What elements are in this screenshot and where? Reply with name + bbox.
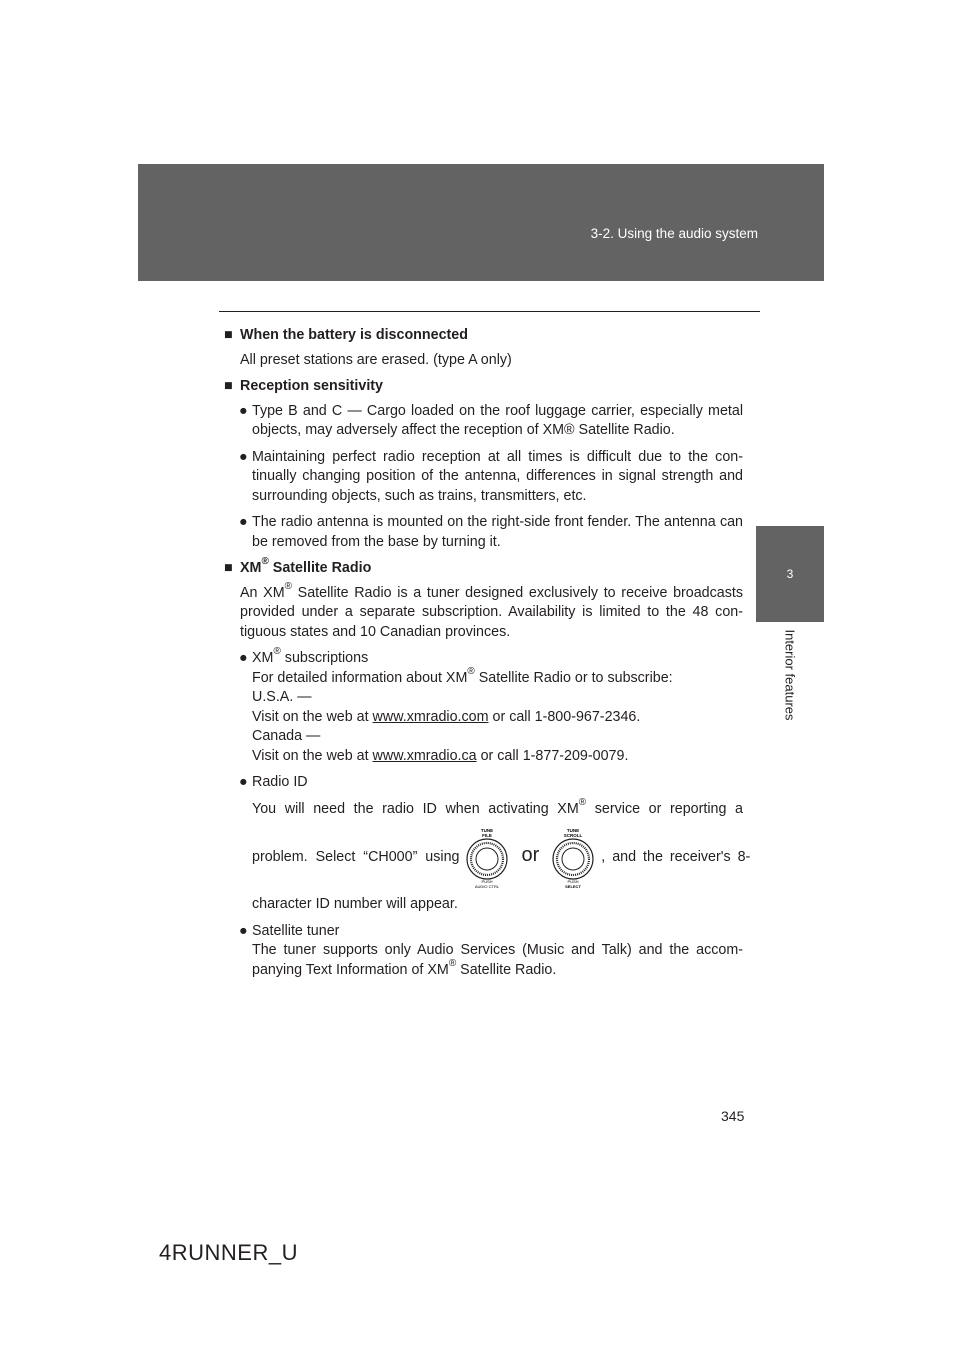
svg-text:PUSH: PUSH bbox=[567, 879, 579, 884]
dot-bullet-icon: ● bbox=[239, 922, 248, 939]
reception-bullet: ● Maintaining perfect radio reception at all times is difficult due to the con-tinually changing position of the antenna, differences in signal strength and surrounding objects, such as trains, transmitters, etc. bbox=[239, 448, 743, 504]
xm-intro: An XM® Satellite Radio is a tuner designed exclusively to receive broadcasts provided under a separate subscription. Availability is limited to the 48 con-tiguous states and 10 Canadian provinces. bbox=[240, 580, 744, 640]
dot-bullet-icon: ● bbox=[239, 448, 248, 465]
header-rule bbox=[219, 311, 760, 312]
tune-scroll-knob-icon bbox=[547, 825, 599, 891]
or-text: or bbox=[521, 844, 540, 867]
svg-text:SCROLL: SCROLL bbox=[564, 833, 583, 838]
dot-bullet-icon: ● bbox=[239, 514, 248, 530]
satellite-tuner: ● Satellite tuner The tuner supports only Audio Services (Music and Talk) and the accom-panying Text Information of XM® Satellite Radio. bbox=[239, 922, 743, 978]
svg-text:AUDIO CTRL: AUDIO CTRL bbox=[475, 884, 500, 889]
battery-text: All preset stations are erased. (type A only) bbox=[240, 351, 512, 368]
canada-label: Canada — bbox=[252, 728, 321, 744]
section-title: 3-2. Using the audio system bbox=[590, 226, 758, 241]
xm-heading: ■ XM® Satellite Radio bbox=[224, 559, 743, 579]
svg-text:TUNE: TUNE bbox=[567, 828, 580, 833]
svg-text:TUNE: TUNE bbox=[481, 828, 494, 833]
header-band bbox=[138, 164, 824, 281]
reception-bullet: ● The radio antenna is mounted on the right-side front fender. The antenna can be removed from the base by turning it. bbox=[239, 514, 743, 550]
svg-text:SELECT: SELECT bbox=[565, 884, 582, 889]
square-bullet-icon: ■ bbox=[224, 378, 233, 394]
document-code: 4RUNNER_U bbox=[159, 1240, 298, 1265]
chapter-number: 3 bbox=[786, 567, 794, 581]
page-content bbox=[224, 326, 751, 987]
tune-file-knob-icon bbox=[461, 825, 513, 891]
svg-text:PUSH: PUSH bbox=[481, 879, 494, 884]
battery-heading: ■ When the battery is disconnected bbox=[224, 326, 743, 346]
radio-id: ● Radio ID You will need the radio ID when activating XM® service or reporting a problem. Select “CH000” using TUNE FILE PUSH AUDIO CTRL or TUNE SCROLL PUSH SELECT , and the receiver's 8- character ID number will appear. bbox=[239, 774, 751, 912]
chapter-tab bbox=[756, 526, 824, 622]
square-bullet-icon: ■ bbox=[224, 327, 233, 343]
square-bullet-icon: ■ bbox=[224, 560, 233, 576]
xmradio-com-link[interactable]: www.xmradio.com bbox=[372, 708, 489, 725]
chapter-label: Interior features bbox=[782, 629, 798, 721]
svg-text:FILE: FILE bbox=[482, 833, 493, 838]
dot-bullet-icon: ● bbox=[239, 774, 248, 790]
xmradio-ca-link[interactable]: www.xmradio.ca bbox=[372, 747, 477, 764]
page-number: 345 bbox=[721, 1108, 745, 1124]
dot-bullet-icon: ● bbox=[239, 402, 248, 419]
radio-id-knob-row: problem. Select “CH000” using TUNE FILE PUSH AUDIO CTRL or TUNE SCROLL PUSH SELECT , and the receiver's 8- bbox=[252, 825, 743, 891]
reception-bullet: ● Type B and C — Cargo loaded on the roof luggage carrier, especially metal objects, may adversely affect the reception of XM® Satellite Radio. bbox=[239, 402, 743, 438]
xm-subscriptions: ● XM® subscriptions For detailed information about XM® Satellite Radio or to subscribe: U.S.A. — Visit on the web at www.xmradio.com or call 1-800-967-2346. Canada — Visit on the web at www.xmradio.ca or call 1-877-209-0079. bbox=[240, 649, 743, 766]
usa-label: U.S.A. — bbox=[252, 689, 312, 705]
reception-heading: ■ Reception sensitivity bbox=[224, 377, 743, 397]
dot-bullet-icon: ● bbox=[239, 650, 248, 666]
